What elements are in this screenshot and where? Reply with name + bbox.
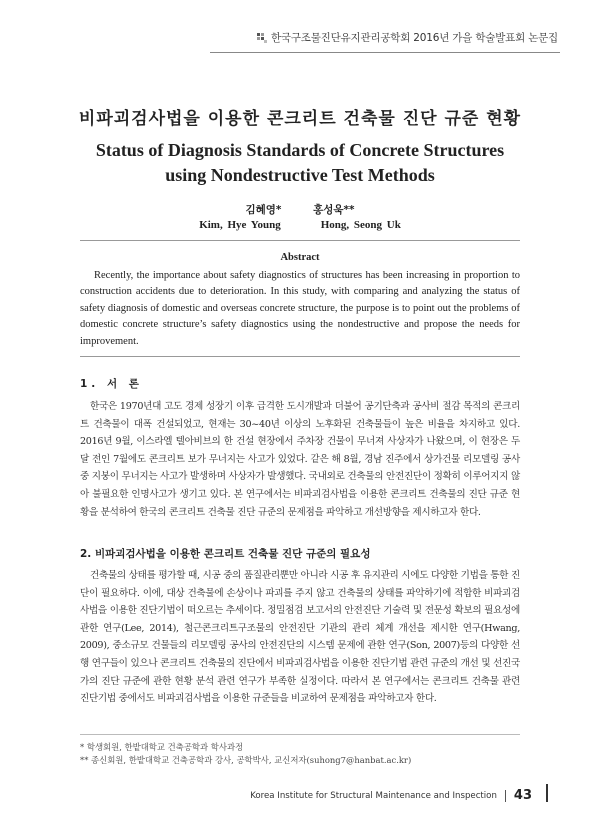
authors-korean (0, 202, 600, 217)
header-rule (210, 52, 560, 53)
section-2-body: 건축물의 상태를 평가할 때, 시공 중의 품질관리뿐만 아니라 시공 후 유지관리 시에도 다양한 기법을 통한 진단이 필요하다. 이에, 대상 건축물에 손상이나 파괴를 주지 않고 건축물의 상태를 파악하기에 적합한 비파괴검사법을 이용한 진단기법이 떠오르는 추세이다. 정밀점검 보고서의 안전진단 기술력 및 전문성 확보의 필요성에 관한 연구(Lee, 2014), 철근콘크리트구조물의 안전진단 기관의 관리 체계 개선을 제시한 연구(Hwang, 2009), 중소규모 건물들의 리모델링 공사의 안전진단의 시스템 문제에 관한 연구(Son, 2007)등의 다양한 선행 연구들이 있으나 콘크리트 건축물의 진단에서 비파괴검사법을 이용한 진단기법 관련 규준의 개선 및 선진국가의 진단 규준에 관한 현황 분석 관련 연구가 부족한 실정이다. 따라서 본 연구에서는 콘크리트 건축물 관련 진단기법 중에서도 비파괴검사법을 이용한 규준들을 비교하여 문제점을 파악하고자 한다. (80, 570, 520, 705)
title-english-line2: using Nondestructive Test Methods (165, 165, 435, 185)
title-english (0, 138, 600, 188)
author-2-korean: 홍성욱** (313, 204, 355, 216)
abstract-heading: Abstract (280, 252, 320, 263)
footer-text: Korea Institute for Structural Maintenance and Inspection (250, 790, 497, 801)
dots-icon (257, 33, 267, 43)
title-korean: 비파괴검사법을 이용한 콘크리트 건축물 진단 규준 현황 (78, 109, 522, 129)
running-header (0, 30, 600, 52)
page-edge-bar (546, 784, 548, 802)
footnote-1: * 학생회원, 한밭대학교 건축공학과 학사과정 (80, 742, 244, 752)
abstract-bottom-rule (80, 356, 520, 357)
authors-english (0, 219, 600, 231)
author-2-english: Hong, Seong Uk (320, 219, 401, 231)
abstract-body: Recently, the importance about safety diagnostics of structures has been increasing in proportion to construction accidents due to deterioration. In this study, with comparing and analyzing the status of safety diagnosis of domestic and overseas concrete structure, the purpose is to point out the problems of domestic concrete structure’s safety diagnostics using the nondestructive and propose the needs for improvement. (80, 270, 520, 347)
page-number: 43 (513, 788, 532, 803)
section-2-heading: 2. 비파괴검사법을 이용한 콘크리트 건축물 진단 규준의 필요성 (80, 548, 371, 560)
footnote-2: ** 종신회원, 한밭대학교 건축공학과 강사, 공학박사, 교신저자(suhong7@hanbat.ac.kr) (80, 755, 412, 765)
section-1-heading: 1. 서 론 (80, 378, 143, 390)
page-footer (250, 788, 532, 803)
section-1-body: 한국은 1970년대 고도 경제 성장기 이후 급격한 도시개발과 더불어 공기단축과 공사비 절감 목적의 콘크리트 건축물이 대폭 건설되었고, 현재는 30~40년 이상의 노후화된 건축물들이 높은 비율을 차지하고 있다. 2016년 9월, 이스라엘 텔아비브의 한 건설 현장에서 주차장 건물이 무너져 사상자가 나왔으며, 이 현장은 두 달 전인 7월에도 콘크리트 보가 무너지는 사고가 있었다. 같은 해 8월, 경남 진주에서 상가건물 리모델링 공사 중 지붕이 무너지는 사고가 발생하며 사상자가 발생했다. 국내외로 건축물의 안전진단이 정확히 이루어지지 않아 불필요한 인명사고가 생기고 있다. 본 연구에서는 비파괴검사법을 이용한 콘크리트 건축물의 진단 규준 현황을 분석하여 한국의 콘크리트 건축물 진단 규준의 문제점을 파악하고 개선방향을 제시하고자 한다. (80, 401, 520, 518)
author-1-english: Kim, Hye Young (199, 219, 281, 231)
abstract-top-rule (80, 240, 520, 241)
header-text: 한국구조물진단유지관리공학회 2016년 가을 학술발표회 논문집 (270, 32, 558, 44)
title-english-line1: Status of Diagnosis Standards of Concrete Structures (95, 140, 505, 160)
author-1-korean: 김혜영* (245, 204, 282, 216)
footer-divider (505, 790, 506, 802)
header-text-wrap (257, 30, 558, 45)
footnote-rule (80, 734, 520, 735)
